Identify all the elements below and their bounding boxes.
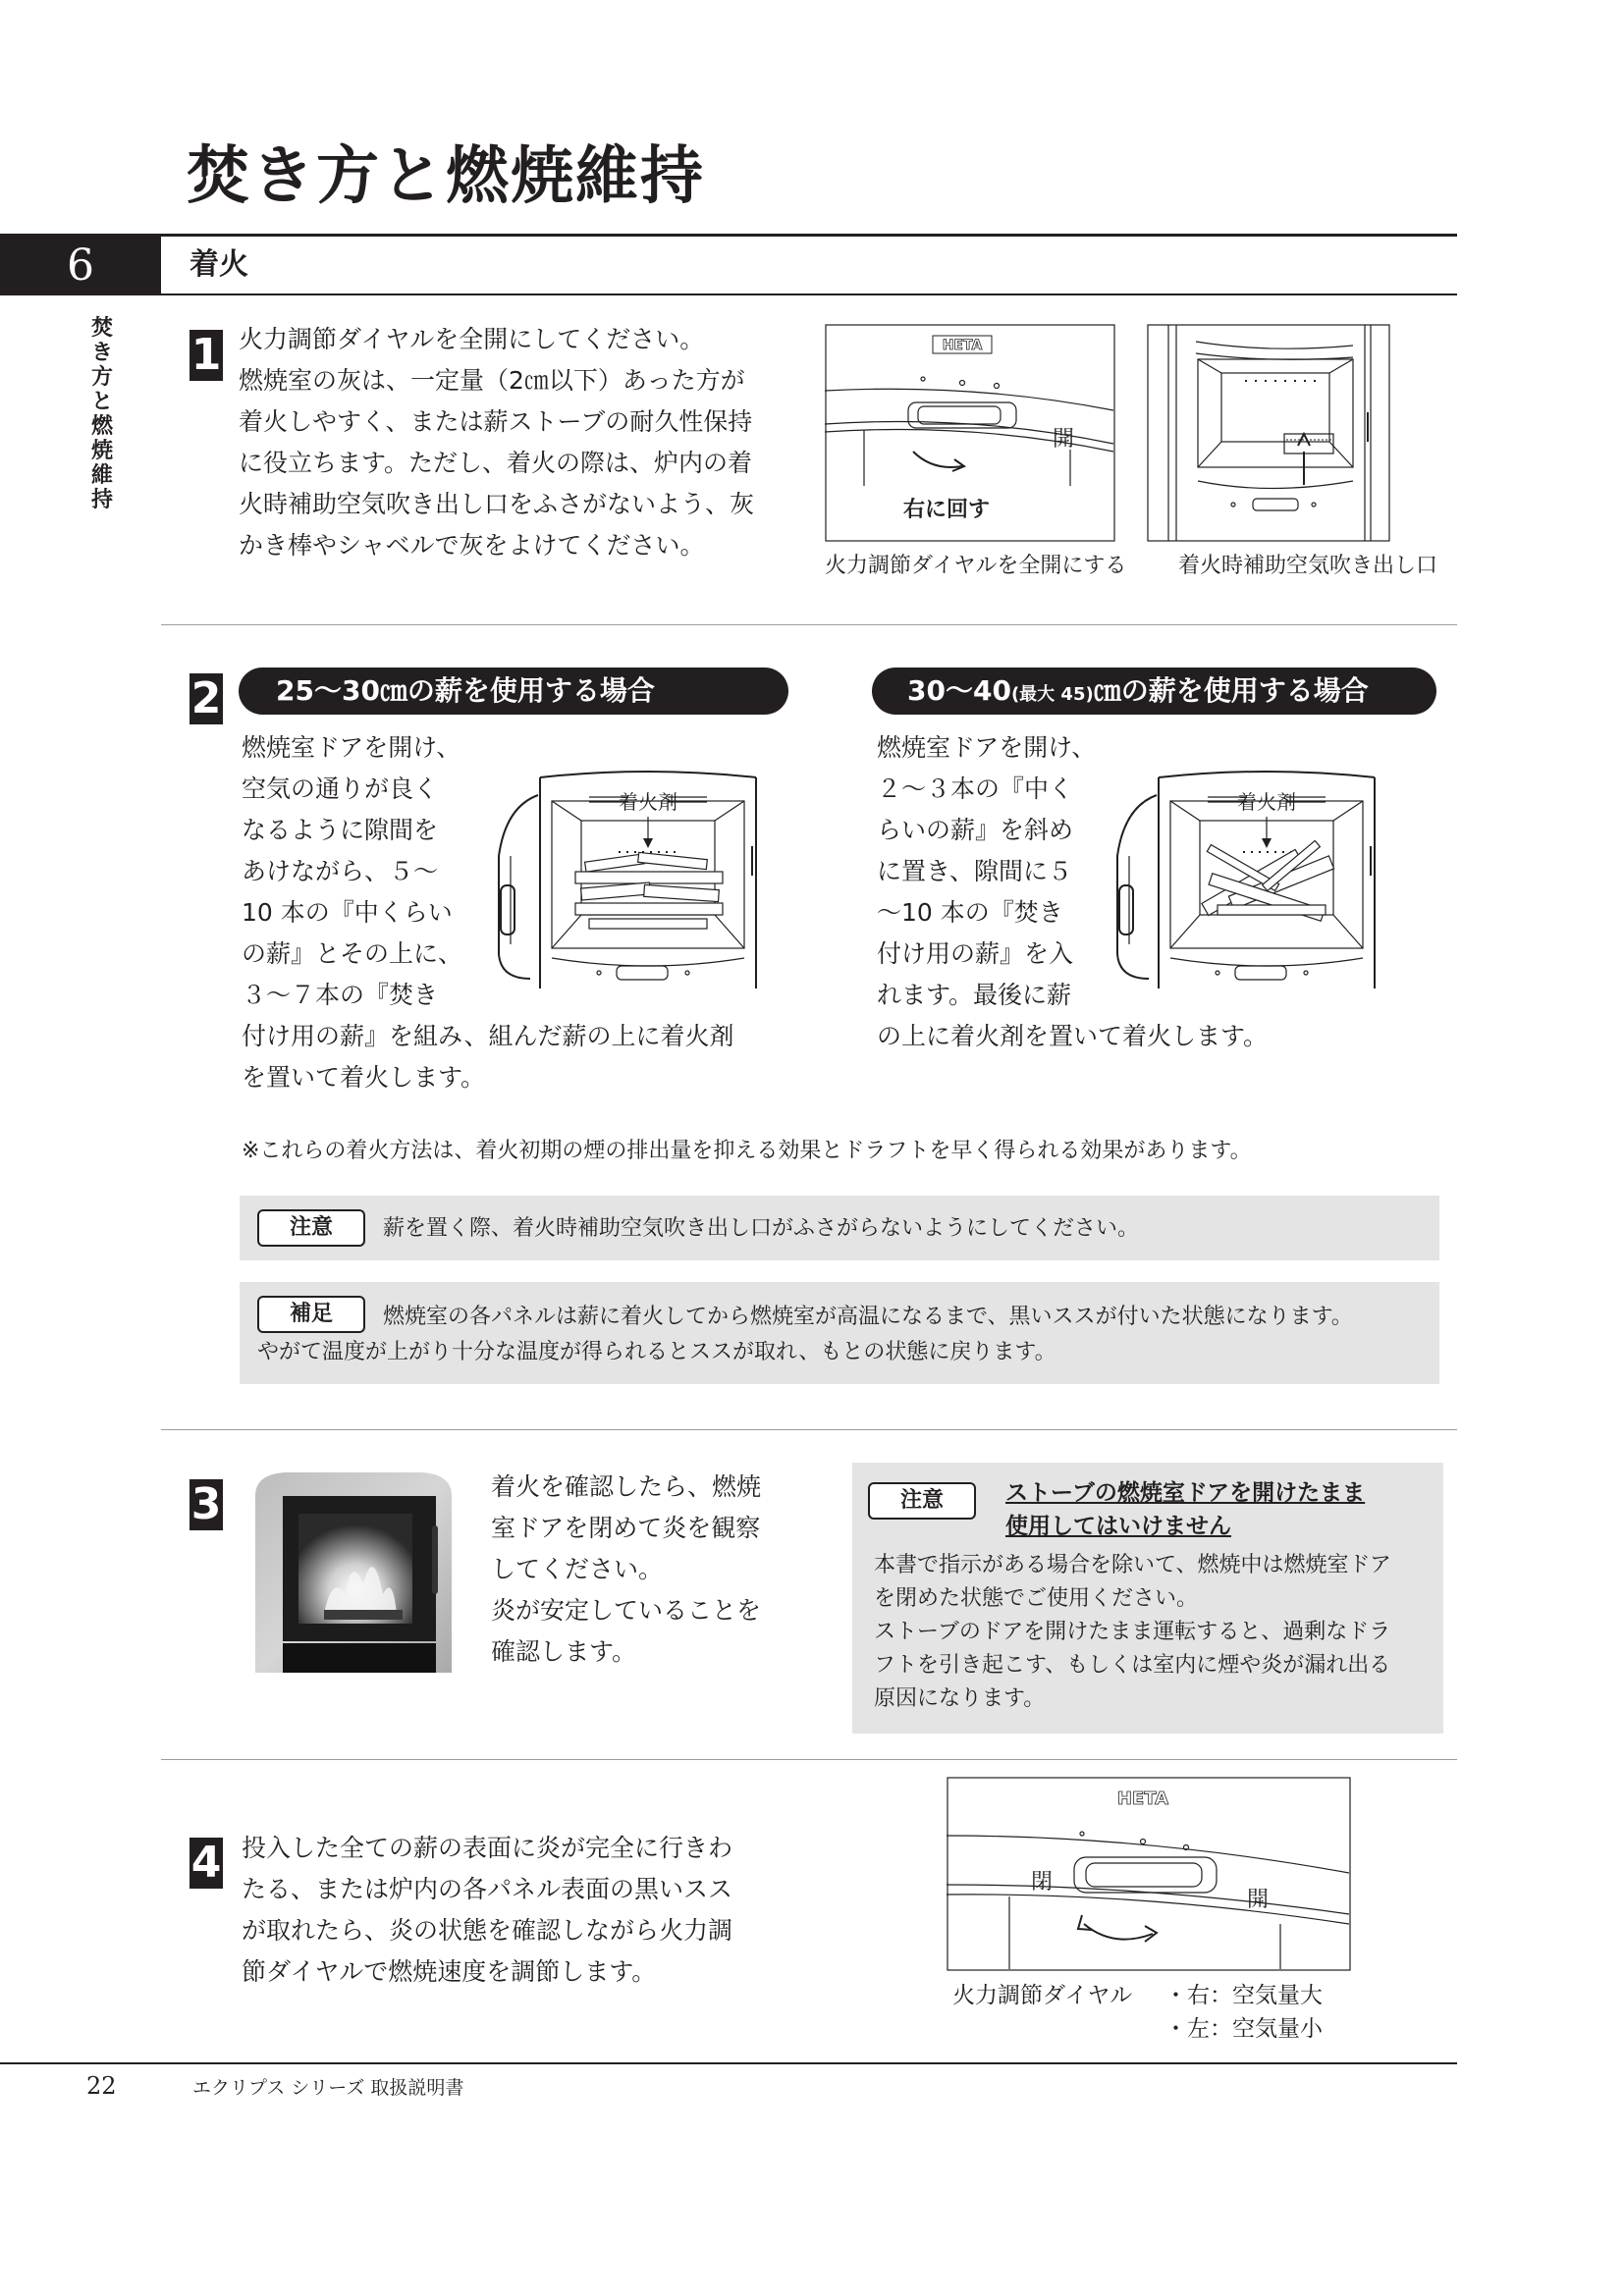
text-line: 火時補助空気吹き出し口をふさがないよう、灰 <box>239 490 755 518</box>
text-line: 投入した全ての薪の表面に炎が完全に行きわ <box>242 1834 733 1862</box>
method-b-text <box>877 727 1103 1016</box>
footer-rule <box>0 2062 1457 2064</box>
text-line: に役立ちます。ただし、着火の際は、炉内の着 <box>239 449 753 477</box>
text-line: の薪』とその上に、 <box>242 939 463 968</box>
igniter-label: 着火剤 <box>1237 790 1296 814</box>
side-tab-char: 方 <box>90 364 113 390</box>
text-line: ２～３本の『中く <box>877 774 1074 803</box>
close-label: 閉 <box>1031 1870 1054 1895</box>
step1-text <box>239 319 798 566</box>
figure-caption: 火力調節ダイヤルを全開にする <box>825 554 1127 578</box>
supplement-box <box>240 1282 1439 1384</box>
turn-right-label: 右に回す <box>903 498 991 522</box>
text-line: 原因になります。 <box>874 1686 1046 1711</box>
text-line: ３～７本の『焚き <box>242 981 439 1009</box>
caution-tag: 注意 <box>868 1482 976 1520</box>
text-line: かき棒やシャベルで灰をよけてください。 <box>239 531 705 560</box>
text-line: たる、または炉内の各パネル表面の黒いスス <box>242 1875 733 1903</box>
method-b-heading <box>872 667 1436 715</box>
igniter-label: 着火剤 <box>619 790 677 814</box>
step-number: 2 <box>190 673 222 723</box>
caution-box <box>240 1196 1439 1260</box>
caution-title-line: 使用してはいけません <box>1005 1514 1231 1539</box>
text-line: 付け用の薪』を組み、組んだ薪の上に着火剤 <box>242 1022 734 1050</box>
text-line: 燃焼室の灰は、一定量（2㎝以下）あった方が <box>239 366 745 395</box>
text-line: に置き、隙間に５ <box>877 857 1073 885</box>
stove-fire-photo <box>255 1467 452 1673</box>
diagonal-firewood-illustration <box>1110 748 1394 998</box>
open-label: 開 <box>1053 427 1075 452</box>
text-line: を置いて着火します。 <box>242 1063 486 1092</box>
caution-body <box>874 1549 1443 1716</box>
method-a-text-wide <box>242 1016 811 1098</box>
text-line: 付け用の薪』を入 <box>877 939 1074 968</box>
caution-text: 薪を置く際、着火時補助空気吹き出し口がふさがらないようにしてください。 <box>383 1216 1140 1241</box>
step-number: 1 <box>190 330 222 380</box>
text-line: なるように隙間を <box>242 816 439 844</box>
stacked-firewood-illustration <box>491 748 776 998</box>
side-tab-char: と <box>90 389 113 414</box>
text-line: 確認します。 <box>491 1637 637 1666</box>
section-rule <box>161 294 1457 295</box>
text-line: 燃焼室ドアを開け、 <box>877 733 1097 762</box>
brand-logo: HETA <box>942 338 983 353</box>
text-line: の上に着火剤を置いて着火します。 <box>877 1022 1269 1050</box>
text-line: 空気の通りが良く <box>242 774 439 803</box>
caution-box-door <box>852 1463 1443 1734</box>
text-line: が取れたら、炎の状態を確認しながら火力調 <box>242 1916 733 1945</box>
dial-caption-left: ・左：空気量小 <box>1164 2016 1323 2042</box>
text-line: 着火しやすく、または薪ストーブの耐久性保持 <box>239 407 753 436</box>
dial-caption: 火力調節ダイヤル <box>952 1983 1133 2008</box>
dial-adjust-illustration <box>947 1777 1351 1971</box>
dial-caption-right: ・右：空気量大 <box>1164 1983 1323 2008</box>
divider <box>161 624 1457 625</box>
footer-text: エクリプス シリーズ 取扱説明書 <box>192 2077 464 2099</box>
text-line: れます。最後に薪 <box>877 981 1072 1009</box>
page-title: 焚き方と燃焼維持 <box>187 139 705 213</box>
side-tab <box>82 316 122 512</box>
text-line: フトを引き起こす、もしくは室内に煙や炎が漏れ出る <box>874 1653 1391 1678</box>
heading-part: (最大 45) <box>1010 684 1094 705</box>
text-line: 燃焼室ドアを開け、 <box>242 733 461 762</box>
text-line: らいの薪』を斜め <box>877 816 1074 844</box>
section-title: 着火 <box>189 247 248 282</box>
brand-logo: HETA <box>1116 1789 1169 1809</box>
dial-open-illustration <box>825 324 1115 542</box>
side-tab-char: 維 <box>90 462 113 488</box>
supplement-text: やがて温度が上がり十分な温度が得られるとススが取れ、もとの状態に戻ります。 <box>257 1340 1056 1364</box>
divider <box>161 1759 1457 1760</box>
caution-title <box>1005 1476 1365 1543</box>
text-line: を閉めた状態でご使用ください。 <box>874 1586 1199 1611</box>
text-line: あけながら、５～ <box>242 857 439 885</box>
heading-part: 30～40 <box>907 674 1011 707</box>
method-a-heading: 25～30㎝の薪を使用する場合 <box>239 667 788 715</box>
step4-text <box>242 1828 811 1993</box>
method-b-text-wide <box>877 1016 1427 1057</box>
text-line: してください。 <box>491 1555 664 1583</box>
figure-caption: 着火時補助空気吹き出し口 <box>1178 554 1438 578</box>
step3-text <box>491 1467 795 1673</box>
side-tab-char: 燃 <box>90 413 113 439</box>
page-number: 22 <box>86 2072 117 2100</box>
side-tab-char: き <box>90 340 113 365</box>
side-tab-char: 持 <box>90 487 113 512</box>
chapter-number: 6 <box>0 237 161 295</box>
text-line: ストーブのドアを開けたまま運転すると、過剰なドラ <box>874 1620 1391 1644</box>
side-tab-char: 焼 <box>90 438 113 463</box>
method-a-text <box>242 727 467 1016</box>
caution-title-line: ストーブの燃焼室ドアを開けたまま <box>1005 1480 1366 1506</box>
heading-part: ㎝の薪を使用する場合 <box>1093 674 1369 707</box>
ignition-note: ※これらの着火方法は、着火初期の煙の排出量を抑える効果とドラフトを早く得られる効果があります。 <box>242 1139 1252 1163</box>
open-label: 開 <box>1247 1888 1270 1912</box>
divider <box>161 1429 1457 1430</box>
text-line: ～10 本の『焚き <box>877 898 1063 927</box>
text-line: 本書で指示がある場合を除いて、燃焼中は燃焼室ドア <box>874 1553 1391 1577</box>
step-number: 3 <box>190 1479 222 1529</box>
step-number: 4 <box>190 1838 222 1888</box>
text-line: 着火を確認したら、燃焼 <box>491 1472 762 1501</box>
text-line: 10 本の『中くらい <box>242 898 453 927</box>
text-line: 火力調節ダイヤルを全開にしてください。 <box>239 325 705 353</box>
firebox-air-outlet-illustration <box>1147 324 1390 542</box>
supplement-tag: 補足 <box>257 1296 365 1333</box>
caution-tag: 注意 <box>257 1209 365 1247</box>
text-line: 炎が安定していることを <box>491 1596 762 1625</box>
title-rule <box>0 234 1457 237</box>
text-line: 節ダイヤルで燃焼速度を調節します。 <box>242 1957 657 1986</box>
side-tab-char: 焚 <box>90 315 113 341</box>
supplement-text: 燃焼室の各パネルは薪に着火してから燃焼室が高温になるまで、黒いススが付いた状態になります。 <box>383 1305 1353 1329</box>
text-line: 室ドアを閉めて炎を観察 <box>491 1514 761 1542</box>
